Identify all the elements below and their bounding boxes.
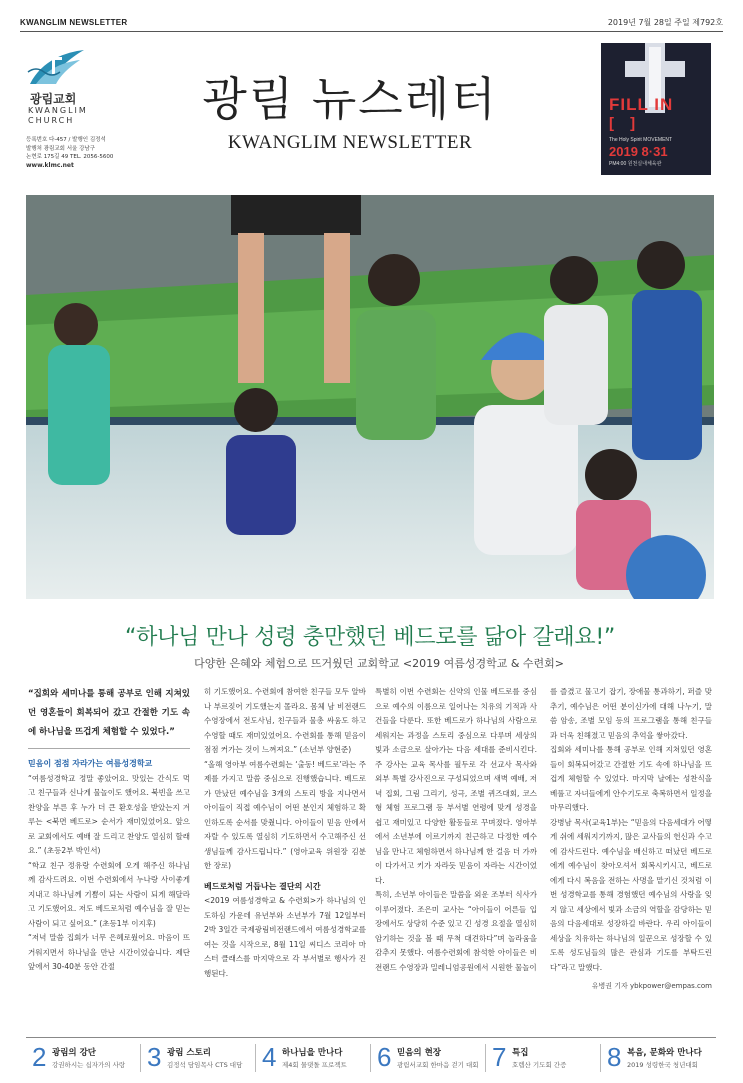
toc-page-number: 2	[32, 1042, 47, 1072]
paragraph: “저녁 말씀 집회가 너무 은혜로웠어요. 마음이 뜨거워지면서 하나님을 만난 시간이었습니다. 제단 앞에서 30-40분 동안 간절	[28, 933, 190, 971]
article-column-2	[204, 685, 366, 1017]
address-line-3: 논현로 175길 49 TEL. 2056-5600	[26, 154, 114, 160]
church-name-en-line1: KWANGLIM	[28, 106, 88, 115]
toc-item[interactable]	[26, 1038, 141, 1078]
article-column-4	[550, 685, 712, 1017]
publication-name: KWANGLIM NEWSLETTER	[20, 18, 128, 27]
toc-subtitle: 호렙산 기도회 간증	[512, 1061, 567, 1069]
address-line-1: 등록번호 다-457 / 발행인 김정석	[26, 137, 106, 143]
toc-title: 하나님을 만나다	[282, 1048, 343, 1058]
toc-title: 광림의 강단	[52, 1048, 97, 1058]
main-photo	[26, 195, 714, 599]
article-headline: “하나님 만나 성령 충만했던 베드로를 닮아 갈래요!”	[125, 625, 615, 650]
issue-date: 2019년 7월 28일 주일 제792호	[607, 18, 723, 27]
toc-page-number: 6	[377, 1042, 392, 1072]
masthead-title-en: KWANGLIM NEWSLETTER	[227, 132, 473, 153]
church-logo-icon	[26, 46, 86, 88]
paragraph: 특히, 소년부 아이들은 말씀을 외운 조부터 식사가 이루어졌다. 조은미 교사는 “아이들이 어른들 입장에서도 상당히 수준 있고 긴 성경 요절을 열심히 암기하는 것을 볼 때 무척 대견하다”며 놀라움을 감추지 못했다. 여름수련회에 참석한 아이들은 비전랜드 수영장과 밀레니엄공원에서 시원한 물놀이	[375, 890, 537, 972]
church-name-ko: 광림교회	[30, 92, 77, 106]
address-line-2: 발행처 광림교회 서울 강남구	[26, 145, 96, 152]
section-title-2: 베드로처럼 거듭나는 결단의 시간	[204, 881, 321, 891]
paragraph: <2019 여름성경학교 & 수련회>가 하나님의 인도하심 가운데 유년부와 소년부가 7월 12일부터 2박 3일간 국제광림비전랜드에서 여름성경학교를 여는 것을 시작으로, 8월 11일 씨디스 코리아 마스터 클래스를 마지막으로 각 부서별로 행사가 진행된다.	[204, 896, 366, 978]
article-column-3	[375, 685, 537, 1017]
paragraph: 를 즐겼고 물고기 잡기, 장애물 통과하기, 퍼즐 맞추기, 예수님은 어떤 분이신가에 대해 나누기, 말씀 암송, 조별 모임 등의 프로그램을 통해 친구들과 더욱 친해졌고 믿음의 추억을 쌓아갔다.	[550, 687, 712, 740]
masthead-title-ko: 광림 뉴스레터	[202, 72, 498, 126]
church-address	[26, 136, 176, 170]
paragraph: 히 기도했어요. 수련회에 참여한 친구들 모두 알바나 부르짖어 기도했는지 몰라요. 몸체 남 비전랜드 수영장에서 전도사님, 친구들과 물총 싸움도 하고 수영할 때도 재미있었어요. 수련회를 통해 믿음이 점점 커가는 것이 느껴져요.” (소년부 양현준)	[204, 687, 366, 754]
article-column-1	[28, 685, 190, 1017]
paragraph: 특별히 이번 수련회는 신약의 인물 베드로를 중심으로 예수의 이름으로 일어나는 치유의 기적과 사건들을 다룬다. 또한 베드로가 하나님의 사람으로 세워지는 과정을 스토리 중심으로 다루며 세상의 빛과 소금으로 살아가는 다음 세대를 준비시킨다. 주 강사는 교육 목사를 필두로 각 선교사 목사와 외부 특별 강사진으로 구성되었으며 새벽 예배, 저녁 집회, 그림 그리기, 성극, 조별 퀴즈대회, 코스형 체험 프로그램 등 부서별 연령에 맞게 성경을 쉽고 재미있고 다양한 활동들로 꾸며졌다. 영아부에서 소년부에 이르기까지 친근하고 다정한 예수님을 만나고 체험하면서 하나님께 한 걸음 더 가까이 다가서고 키가 자라듯 믿음이 자라는 시간이었다.	[375, 687, 537, 885]
toc-title: 믿음의 현장	[397, 1048, 442, 1058]
toc-title: 특집	[512, 1048, 529, 1058]
church-url[interactable]: www.klmc.net	[26, 161, 74, 169]
toc-subtitle: 김정석 담임목사 CTS 대담	[167, 1061, 243, 1069]
toc-subtitle: 2019 성령한국 청년대회	[627, 1061, 698, 1069]
toc-item[interactable]	[486, 1038, 601, 1078]
table-of-contents	[26, 1037, 716, 1077]
event-poster[interactable]	[601, 43, 711, 175]
paragraph: “올해 영아부 여름수련회는 ‘출동! 베드로’라는 주제를 가지고 말씀 중심으로 진행했습니다. 베드로가 만났던 예수님을 3개의 스토리 방을 지나면서 아이들이 직접 예수님이 어떤 분인지 체험하고 확인하도록 순서를 맞췄니다. 아이들이 믿음 안에서 자랄 수 있도록 열심히 기도하면서 수고해주신 선생님들께 감사드립니다.” (영아교육 위원장 김분한 장로)	[204, 759, 366, 870]
church-name-en-line2: CHURCH	[28, 116, 75, 125]
toc-item[interactable]	[371, 1038, 486, 1078]
paragraph: “여름성경학교 정말 좋았어요. 맛있는 간식도 먹고 친구들과 신나게 물놀이도 했어요. 북빈을 쓰고 찬양을 부른 후 누가 더 큰 환호성을 받았는지 겨루는 <북면 베드로> 순서가 재미있었어요. 앞으로 교회에서도 예배 잘 드리고 찬양도 열심히 할래요.” (초등2부 박인서)	[28, 773, 190, 855]
poster-brackets: [ ]	[609, 115, 642, 132]
toc-item[interactable]	[601, 1038, 716, 1078]
toc-title: 광림 스토리	[167, 1048, 212, 1058]
article-byline[interactable]: 유병권 기자 ybkpower@empas.com	[591, 982, 712, 990]
poster-time-place: PM4:00 원천실내체육관	[609, 161, 662, 167]
paragraph: “학교 친구 정유랑 수련회에 오게 해주신 하나님께 감사드려요. 이번 수련회에서 누나랑 사이좋게 지내고 하나님께 기쁨이 되는 사람이 되게 해달라고 기도했어요. 저도 베드로처럼 예수님을 잘 믿는 사람이 되고 싶어요.” (초등1부 이지후)	[28, 860, 190, 928]
section-title-1: 믿음이 점점 자라가는 여름성경학교	[28, 759, 153, 768]
article-lede: “집회와 세미나를 통해 공부로 인해 지쳐있던 영혼들이 회복되어 갔고 간절한 기도 속에 하나님을 뜨겁게 체험할 수 있었다.”	[28, 685, 190, 749]
article-subheadline: 다양한 은혜와 체험으로 뜨거웠던 교회학교 <2019 여름성경학교 & 수련회>	[194, 657, 564, 670]
toc-subtitle: 제4회 물댓돌 프로젝트	[282, 1061, 347, 1069]
church-logo	[26, 46, 146, 125]
toc-item[interactable]	[141, 1038, 256, 1078]
masthead	[180, 72, 520, 154]
toc-page-number: 7	[492, 1042, 507, 1072]
toc-page-number: 4	[262, 1042, 277, 1072]
main-photo-image	[26, 195, 714, 599]
toc-subtitle: 광림서교회 한마음 걷기 대회	[397, 1061, 479, 1069]
paragraph: 강병남 목사(교육1부)는 “믿음의 다음세대가 어떻게 쉬에 세워지기까지, 많은 교사들의 헌신과 수고에 감사드린다. 예수님을 배신하고 떠났던 베드로에게 예수님이 찾아오셔서 회복시키시고, 베드로에게 다시 복음을 전하는 사명을 맡기신 것처럼 이번 성경학교를 통해 경험했던 예수님의 사랑을 잊지 않고 세상에서 빛과 소금의 역할을 감당하는 믿음의 다음세대로 성장하길 바란다. 우리 아이들이 세상을 치유하는 하나님의 일꾼으로 성장할 수 있도록 성도님들의 많은 관심과 기도를 부탁드린다”라고 말했다.	[550, 817, 712, 972]
toc-title: 복음, 문화와 만나다	[627, 1048, 702, 1058]
paragraph: 집회와 세미나를 통해 공부로 인해 지쳐있던 영혼들이 회복되어갔고 간절한 기도 속에 하나님을 뜨겁게 체험할 수 있었다. 마지막 날에는 성찬식을 베풀고 자녀들에게 안수기도로 축복하면서 일정을 마무리했다.	[550, 745, 712, 812]
toc-page-number: 3	[147, 1042, 162, 1072]
church-name-en	[28, 106, 88, 126]
toc-item[interactable]	[256, 1038, 371, 1078]
toc-page-number: 8	[607, 1042, 622, 1072]
top-rule	[20, 31, 723, 32]
poster-subtitle: The Holy Spirit MOVEMENT	[609, 137, 673, 143]
toc-subtitle: 강권하시는 십자가의 사랑	[52, 1061, 126, 1069]
poster-headline: FILL IN	[609, 95, 674, 114]
poster-date: 2019 8·31	[609, 144, 668, 159]
top-bar	[20, 14, 723, 32]
